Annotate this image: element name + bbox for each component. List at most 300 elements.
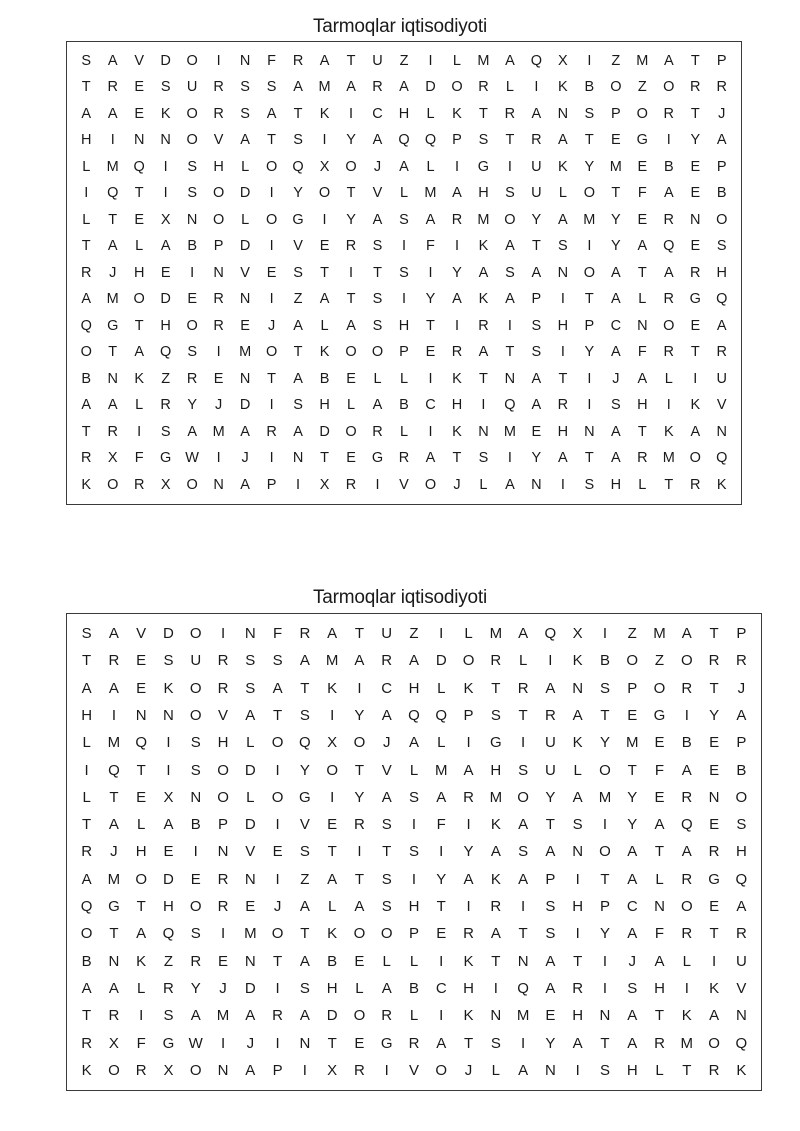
grid-letter: L	[135, 238, 144, 255]
grid-letter: S	[160, 423, 171, 440]
grid-letter: R	[408, 1034, 420, 1052]
grid-letter: V	[372, 185, 383, 202]
grid-letter: I	[466, 734, 471, 752]
grid-letter: L	[241, 158, 250, 175]
grid-letter: A	[627, 925, 638, 943]
grid-letter: A	[627, 1034, 638, 1052]
grid-letter: O	[716, 211, 728, 228]
grid-letter: A	[681, 761, 692, 779]
grid-letter: A	[518, 816, 529, 834]
grid-letter: I	[575, 925, 580, 943]
grid-letter: S	[736, 816, 747, 834]
grid-letter: T	[136, 761, 146, 779]
grid-letter: E	[319, 238, 330, 255]
grid-letter: T	[709, 625, 719, 643]
grid-letter: I	[275, 979, 280, 997]
grid-letter: R	[708, 843, 720, 861]
grid-letter: T	[320, 450, 329, 467]
grid-letter: O	[212, 211, 225, 228]
grid-letter: S	[81, 52, 92, 69]
grid-letter: N	[544, 1061, 556, 1079]
grid-letter: R	[690, 476, 701, 493]
grid-letter: Y	[436, 870, 447, 888]
grid-letter: R	[217, 679, 229, 697]
grid-letter: M	[107, 734, 121, 752]
grid-letter: A	[299, 652, 310, 670]
grid-letter: B	[327, 952, 338, 970]
grid-letter: L	[638, 291, 647, 308]
grid-letter: P	[531, 291, 542, 308]
grid-letter: S	[190, 925, 201, 943]
grid-letter: A	[372, 132, 383, 149]
grid-letter: N	[531, 476, 542, 493]
grid-letter: O	[326, 761, 338, 779]
grid-letter: A	[478, 264, 489, 281]
grid-letter: D	[239, 397, 251, 414]
grid-letter: N	[213, 264, 224, 281]
grid-letter: M	[318, 79, 331, 96]
grid-letter: T	[637, 423, 647, 440]
grid-letter: A	[478, 344, 489, 361]
grid-letter: I	[275, 1034, 280, 1052]
grid-letter: R	[107, 79, 118, 96]
grid-letter: C	[435, 979, 447, 997]
grid-letter: T	[134, 185, 144, 202]
grid-letter: Y	[611, 238, 621, 255]
grid-letter: L	[246, 734, 255, 752]
grid-letter: A	[736, 898, 747, 916]
grid-letter: K	[463, 679, 474, 697]
grid-letter: N	[299, 1034, 311, 1052]
grid-letter: J	[241, 450, 249, 467]
grid-letter: X	[160, 476, 171, 493]
grid-letter: A	[108, 679, 119, 697]
grid-letter: I	[439, 952, 444, 970]
grid-letter: I	[507, 450, 512, 467]
grid-letter: K	[478, 291, 489, 308]
grid-letter: T	[664, 476, 674, 493]
grid-letter: R	[213, 291, 224, 308]
grid-letter: T	[273, 707, 283, 725]
grid-letter: L	[452, 52, 461, 69]
grid-letter: A	[558, 132, 568, 149]
grid-letter: N	[133, 132, 145, 149]
grid-letter: R	[213, 79, 224, 96]
grid-letter: R	[716, 344, 727, 361]
grid-letter: L	[373, 370, 382, 387]
grid-letter: T	[479, 370, 488, 387]
grid-letter: A	[245, 1061, 256, 1079]
grid-letter: T	[82, 1007, 92, 1025]
grid-letter: T	[134, 317, 144, 334]
grid-letter: L	[382, 952, 391, 970]
grid-letter: I	[322, 211, 327, 228]
grid-letter: E	[163, 843, 174, 861]
grid-letter: Y	[452, 264, 462, 281]
grid-letter: E	[218, 952, 229, 970]
grid-letter: E	[187, 291, 197, 308]
grid-letter: I	[666, 132, 671, 149]
grid-letter: Y	[531, 211, 542, 228]
grid-letter: Z	[161, 370, 171, 387]
grid-letter: U	[531, 185, 542, 202]
grid-letter: O	[271, 925, 284, 943]
grid-letter: Y	[599, 925, 610, 943]
grid-letter: A	[681, 843, 692, 861]
grid-letter: T	[654, 843, 665, 861]
grid-letter: V	[736, 979, 747, 997]
grid-letter: Q	[160, 344, 172, 361]
grid-letter: N	[490, 1007, 502, 1025]
grid-letter: K	[81, 1061, 92, 1079]
grid-letter: H	[217, 734, 229, 752]
grid-letter: A	[299, 952, 310, 970]
grid-letter: D	[244, 816, 256, 834]
grid-letter: M	[239, 344, 252, 361]
grid-letter: G	[162, 1034, 175, 1052]
grid-letter: I	[163, 158, 168, 175]
grid-letter: L	[426, 105, 435, 122]
grid-letter: N	[637, 317, 648, 334]
grid-letter: T	[505, 344, 515, 361]
grid-letter: N	[244, 952, 256, 970]
grid-letter: I	[428, 264, 433, 281]
grid-letter: O	[435, 1061, 448, 1079]
grid-letter: Y	[463, 843, 474, 861]
grid-letter: R	[354, 1061, 365, 1079]
grid-letter: L	[682, 952, 691, 970]
grid-letter: H	[478, 185, 489, 202]
letter-grid-frame	[66, 613, 762, 1091]
grid-letter: T	[109, 925, 119, 943]
grid-letter: V	[134, 52, 145, 69]
grid-letter: R	[299, 625, 311, 643]
grid-letter: I	[330, 788, 335, 806]
grid-letter: T	[382, 843, 392, 861]
grid-letter: L	[399, 423, 409, 440]
grid-letter: P	[399, 344, 409, 361]
grid-letter: O	[318, 185, 331, 202]
grid-letter: I	[454, 238, 459, 255]
letter-grid	[73, 620, 755, 1084]
grid-letter: S	[81, 625, 92, 643]
grid-letter: L	[82, 734, 91, 752]
grid-letter: H	[81, 707, 93, 725]
grid-letter: I	[220, 625, 226, 643]
grid-letter: S	[190, 734, 201, 752]
grid-letter: S	[245, 679, 256, 697]
grid-letter: E	[690, 238, 701, 255]
grid-letter: A	[81, 870, 92, 888]
grid-letter: T	[354, 625, 365, 643]
grid-letter: M	[477, 211, 490, 228]
grid-letter: L	[664, 370, 673, 387]
grid-letter: O	[189, 625, 202, 643]
grid-letter: A	[81, 679, 92, 697]
grid-letter: P	[716, 158, 727, 175]
grid-letter: L	[246, 788, 255, 806]
grid-letter: A	[399, 79, 409, 96]
grid-letter: O	[189, 679, 202, 697]
grid-letter: S	[531, 317, 542, 334]
grid-letter: L	[573, 761, 582, 779]
grid-letter: Z	[627, 625, 637, 643]
grid-letter: Y	[627, 788, 638, 806]
grid-letter: N	[239, 52, 251, 69]
grid-letter: U	[372, 52, 383, 69]
grid-letter: X	[163, 1061, 174, 1079]
grid-letter: S	[558, 238, 568, 255]
grid-letter: L	[82, 788, 91, 806]
grid-letter: K	[663, 423, 674, 440]
grid-letter: I	[275, 816, 280, 834]
grid-letter: L	[82, 211, 91, 228]
grid-letter: Y	[354, 788, 365, 806]
grid-letter: N	[244, 870, 256, 888]
grid-letter: W	[188, 1034, 203, 1052]
grid-letter: Z	[293, 291, 303, 308]
grid-letter: A	[381, 707, 392, 725]
grid-letter: A	[108, 979, 119, 997]
grid-letter: P	[272, 1061, 283, 1079]
grid-letter: R	[292, 52, 304, 69]
grid-letter: I	[521, 734, 526, 752]
grid-letter: L	[464, 625, 473, 643]
grid-letter: N	[217, 843, 229, 861]
grid-letter: M	[680, 1034, 694, 1052]
grid-letter: T	[690, 344, 700, 361]
grid-letter: S	[299, 979, 310, 997]
grid-letter: E	[637, 211, 648, 228]
grid-letter: R	[557, 397, 569, 414]
grid-letter: Q	[398, 132, 410, 149]
grid-letter: O	[345, 344, 357, 361]
grid-letter: A	[354, 652, 365, 670]
grid-letter: S	[572, 816, 583, 834]
grid-letter: M	[106, 158, 119, 175]
grid-letter: V	[218, 707, 229, 725]
grid-letter: O	[353, 1007, 366, 1025]
grid-letter: S	[599, 679, 610, 697]
grid-letter: R	[381, 1007, 393, 1025]
grid-letter: L	[399, 370, 409, 387]
grid-letter: E	[531, 423, 542, 440]
grid-letter: A	[531, 264, 542, 281]
grid-letter: R	[217, 870, 229, 888]
grid-letter: A	[81, 397, 92, 414]
grid-letter: T	[479, 105, 488, 122]
grid-letter: Q	[716, 291, 728, 308]
grid-letter: Q	[292, 158, 304, 175]
grid-letter: M	[609, 158, 622, 175]
grid-letter: A	[436, 1034, 447, 1052]
grid-letter: I	[84, 761, 89, 779]
grid-letter: A	[518, 870, 529, 888]
grid-letter: Q	[544, 625, 557, 643]
grid-letter: K	[81, 476, 92, 493]
grid-letter: O	[265, 344, 278, 361]
grid-letter: A	[463, 761, 474, 779]
grid-letter: R	[107, 423, 118, 440]
grid-letter: Q	[299, 734, 311, 752]
grid-letter: O	[610, 79, 622, 96]
grid-letter: T	[300, 679, 310, 697]
grid-letter: A	[240, 132, 250, 149]
grid-letter: I	[466, 898, 471, 916]
grid-letter: Q	[435, 707, 448, 725]
grid-letter: S	[545, 925, 556, 943]
grid-letter: C	[425, 397, 436, 414]
grid-letter: T	[573, 952, 583, 970]
grid-letter: J	[110, 843, 118, 861]
grid-letter: X	[319, 158, 330, 175]
grid-letter: A	[299, 898, 310, 916]
grid-letter: S	[160, 79, 171, 96]
grid-letter: K	[558, 79, 568, 96]
grid-letter: T	[426, 317, 435, 334]
grid-letter: K	[490, 870, 501, 888]
grid-letter: R	[681, 925, 693, 943]
grid-letter: G	[689, 291, 701, 308]
grid-letter: E	[709, 898, 720, 916]
grid-letter: I	[269, 397, 274, 414]
grid-letter: O	[217, 761, 229, 779]
grid-letter: O	[451, 79, 463, 96]
grid-letter: S	[505, 185, 515, 202]
grid-letter: A	[190, 1007, 201, 1025]
grid-letter: A	[545, 843, 556, 861]
grid-letter: Y	[627, 816, 638, 834]
grid-letter: K	[572, 652, 583, 670]
grid-letter: A	[425, 211, 436, 228]
grid-letter: H	[557, 317, 569, 334]
grid-letter: D	[239, 185, 251, 202]
grid-letter: L	[137, 816, 146, 834]
grid-letter: J	[373, 158, 382, 175]
grid-letter: A	[108, 625, 119, 643]
grid-letter: A	[107, 238, 118, 255]
grid-letter: A	[381, 788, 392, 806]
grid-letter: Y	[299, 761, 310, 779]
grid-letter: S	[478, 450, 489, 467]
grid-letter: N	[217, 1061, 229, 1079]
grid-letter: R	[531, 132, 542, 149]
grid-letter: K	[716, 476, 727, 493]
grid-letter: A	[663, 264, 674, 281]
grid-letter: R	[490, 898, 502, 916]
grid-letter: C	[626, 898, 638, 916]
grid-letter: S	[599, 1061, 610, 1079]
grid-letter: J	[718, 105, 726, 122]
grid-letter: T	[690, 52, 700, 69]
grid-letter: A	[637, 238, 648, 255]
grid-letter: J	[215, 397, 223, 414]
grid-letter: A	[293, 79, 303, 96]
grid-letter: I	[166, 761, 171, 779]
grid-letter: A	[107, 397, 118, 414]
grid-letter: T	[354, 761, 365, 779]
grid-letter: Y	[531, 450, 542, 467]
grid-letter: N	[517, 952, 529, 970]
grid-letter: T	[452, 450, 462, 467]
grid-letter: O	[653, 679, 666, 697]
grid-letter: R	[708, 652, 720, 670]
grid-letter: A	[545, 679, 556, 697]
grid-letter: O	[135, 870, 148, 888]
grid-letter: D	[160, 291, 171, 308]
grid-letter: U	[531, 158, 542, 175]
grid-letter: H	[490, 761, 502, 779]
grid-letter: S	[299, 707, 310, 725]
grid-letter: N	[478, 423, 489, 440]
grid-letter: H	[408, 898, 420, 916]
grid-letter: A	[611, 423, 621, 440]
grid-letter: R	[186, 370, 198, 387]
grid-letter: M	[598, 788, 612, 806]
grid-letter: T	[505, 132, 515, 149]
grid-letter: S	[240, 79, 250, 96]
grid-letter: A	[245, 1007, 256, 1025]
grid-letter: R	[663, 211, 675, 228]
grid-letter: K	[681, 1007, 692, 1025]
grid-letter: A	[505, 238, 515, 255]
grid-letter: R	[478, 79, 489, 96]
grid-letter: J	[109, 264, 117, 281]
grid-letter: C	[381, 679, 393, 697]
grid-letter: T	[354, 870, 365, 888]
grid-letter: Q	[716, 450, 728, 467]
grid-letter: L	[399, 185, 409, 202]
grid-letter: H	[451, 397, 463, 414]
grid-letter: T	[690, 105, 700, 122]
grid-letter: Z	[300, 870, 310, 888]
grid-letter: T	[300, 925, 310, 943]
grid-letter: H	[80, 132, 92, 149]
grid-letter: A	[381, 979, 392, 997]
grid-letter: I	[139, 1007, 144, 1025]
grid-letter: M	[636, 52, 649, 69]
grid-letter: F	[637, 185, 647, 202]
grid-letter: R	[160, 397, 171, 414]
grid-letter: I	[216, 344, 221, 361]
grid-letter: K	[160, 105, 171, 122]
grid-letter: R	[478, 317, 489, 334]
grid-letter: N	[239, 370, 251, 387]
grid-letter: R	[81, 1034, 93, 1052]
grid-letter: Q	[408, 707, 420, 725]
grid-letter: M	[583, 211, 596, 228]
grid-letter: G	[371, 450, 384, 467]
grid-letter: A	[425, 450, 436, 467]
grid-letter: N	[244, 625, 256, 643]
grid-letter: I	[507, 158, 512, 175]
grid-letter: A	[108, 816, 119, 834]
grid-letter: E	[709, 761, 720, 779]
grid-letter: O	[186, 317, 198, 334]
grid-letter: A	[572, 1034, 583, 1052]
grid-letter: E	[654, 734, 665, 752]
grid-letter: O	[504, 211, 516, 228]
grid-letter: Y	[354, 707, 365, 725]
grid-letter: E	[213, 370, 224, 387]
grid-letter: D	[160, 52, 171, 69]
grid-letter: O	[663, 317, 675, 334]
grid-letter: E	[709, 734, 720, 752]
grid-letter: A	[372, 211, 383, 228]
grid-letter: R	[108, 1007, 120, 1025]
grid-letter: P	[599, 898, 610, 916]
grid-letter: O	[80, 344, 92, 361]
